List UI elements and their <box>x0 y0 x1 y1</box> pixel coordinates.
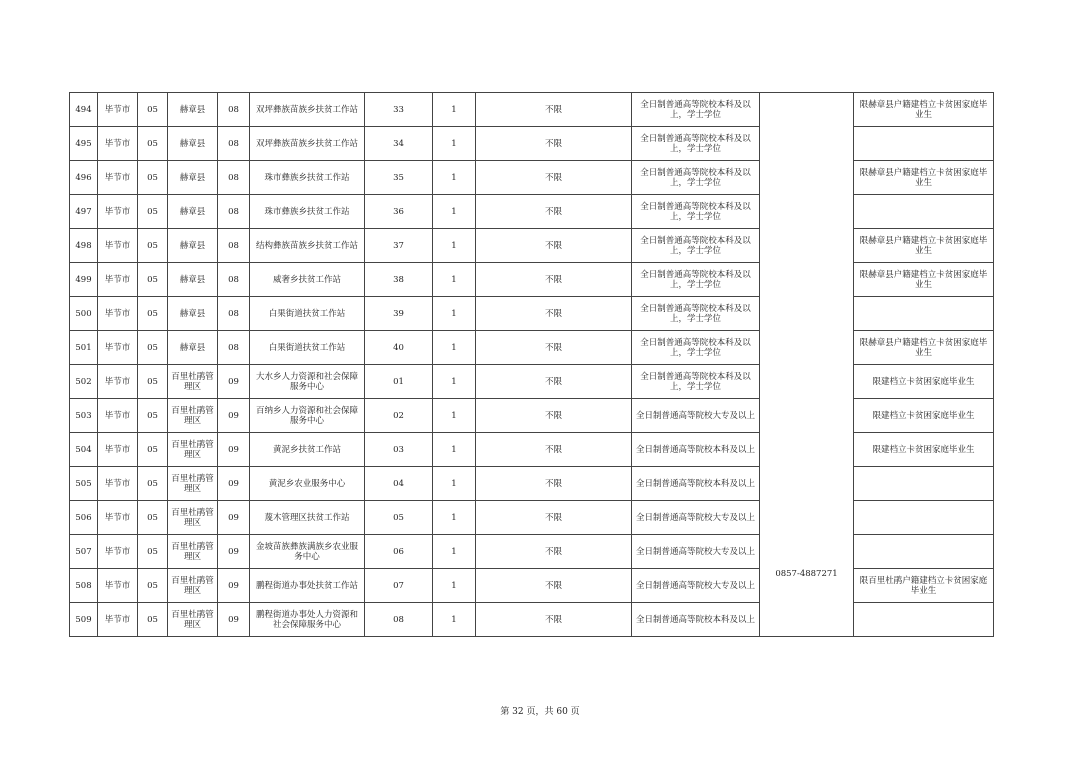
table-row <box>70 603 994 637</box>
post-code-cell: 39 <box>365 297 433 331</box>
major-cell: 不限 <box>476 263 632 297</box>
contact-cell <box>760 501 854 535</box>
unit-cell: 双坪彝族苗族乡扶贫工作站 <box>250 93 365 127</box>
county-code-cell: 08 <box>218 93 250 127</box>
note-cell <box>854 535 994 569</box>
row-number: 497 <box>70 195 98 229</box>
county-code-cell: 09 <box>218 399 250 433</box>
education-cell: 全日制普通高等院校本科及以上，学士学位 <box>632 365 760 399</box>
education-cell: 全日制普通高等院校本科及以上，学士学位 <box>632 161 760 195</box>
table-row <box>70 229 994 263</box>
table-row <box>70 331 994 365</box>
city-cell: 毕节市 <box>98 365 138 399</box>
city-code-cell: 05 <box>138 127 168 161</box>
major-cell: 不限 <box>476 297 632 331</box>
row-number: 503 <box>70 399 98 433</box>
major-cell: 不限 <box>476 569 632 603</box>
count-cell: 1 <box>433 161 476 195</box>
unit-cell: 鹏程街道办事处人力资源和社会保障服务中心 <box>250 603 365 637</box>
major-cell: 不限 <box>476 433 632 467</box>
contact-cell <box>760 297 854 331</box>
city-code-cell: 05 <box>138 229 168 263</box>
county-cell: 百里杜鹃管理区 <box>168 603 218 637</box>
county-cell: 百里杜鹃管理区 <box>168 501 218 535</box>
city-code-cell: 05 <box>138 297 168 331</box>
count-cell: 1 <box>433 195 476 229</box>
education-cell: 全日制普通高等院校大专及以上 <box>632 535 760 569</box>
city-code-cell: 05 <box>138 535 168 569</box>
city-cell: 毕节市 <box>98 127 138 161</box>
city-code-cell: 05 <box>138 93 168 127</box>
note-cell: 限赫章县户籍建档立卡贫困家庭毕业生 <box>854 229 994 263</box>
table-row <box>70 195 994 229</box>
major-cell: 不限 <box>476 93 632 127</box>
row-number: 508 <box>70 569 98 603</box>
note-cell: 限建档立卡贫困家庭毕业生 <box>854 365 994 399</box>
major-cell: 不限 <box>476 229 632 263</box>
row-number: 495 <box>70 127 98 161</box>
unit-cell: 珠市彝族乡扶贫工作站 <box>250 161 365 195</box>
table-row <box>70 297 994 331</box>
row-number: 502 <box>70 365 98 399</box>
county-cell: 百里杜鹃管理区 <box>168 433 218 467</box>
note-cell <box>854 501 994 535</box>
major-cell: 不限 <box>476 127 632 161</box>
city-code-cell: 05 <box>138 365 168 399</box>
post-code-cell: 07 <box>365 569 433 603</box>
city-code-cell: 05 <box>138 501 168 535</box>
city-cell: 毕节市 <box>98 161 138 195</box>
note-cell: 限赫章县户籍建档立卡贫困家庭毕业生 <box>854 331 994 365</box>
county-cell: 百里杜鹃管理区 <box>168 365 218 399</box>
city-cell: 毕节市 <box>98 297 138 331</box>
contact-cell <box>760 195 854 229</box>
unit-cell: 威奢乡扶贫工作站 <box>250 263 365 297</box>
contact-cell <box>760 93 854 127</box>
note-cell: 限赫章县户籍建档立卡贫困家庭毕业生 <box>854 93 994 127</box>
county-cell: 百里杜鹃管理区 <box>168 569 218 603</box>
county-code-cell: 09 <box>218 603 250 637</box>
count-cell: 1 <box>433 93 476 127</box>
contact-cell <box>760 229 854 263</box>
contact-cell <box>760 365 854 399</box>
major-cell: 不限 <box>476 603 632 637</box>
education-cell: 全日制普通高等院校大专及以上 <box>632 399 760 433</box>
table-row <box>70 433 994 467</box>
post-code-cell: 34 <box>365 127 433 161</box>
post-code-cell: 08 <box>365 603 433 637</box>
county-code-cell: 09 <box>218 467 250 501</box>
contact-cell <box>760 263 854 297</box>
count-cell: 1 <box>433 127 476 161</box>
city-cell: 毕节市 <box>98 331 138 365</box>
contact-cell: 0857-4887271 <box>760 569 854 603</box>
unit-cell: 黄泥乡扶贫工作站 <box>250 433 365 467</box>
major-cell: 不限 <box>476 399 632 433</box>
contact-cell <box>760 467 854 501</box>
note-cell <box>854 127 994 161</box>
table-row <box>70 365 994 399</box>
county-cell: 百里杜鹃管理区 <box>168 535 218 569</box>
education-cell: 全日制普通高等院校本科及以上，学士学位 <box>632 263 760 297</box>
city-cell: 毕节市 <box>98 467 138 501</box>
count-cell: 1 <box>433 569 476 603</box>
city-cell: 毕节市 <box>98 399 138 433</box>
major-cell: 不限 <box>476 331 632 365</box>
county-code-cell: 09 <box>218 433 250 467</box>
county-cell: 百里杜鹃管理区 <box>168 399 218 433</box>
post-code-cell: 06 <box>365 535 433 569</box>
city-cell: 毕节市 <box>98 229 138 263</box>
county-cell: 赫章县 <box>168 331 218 365</box>
note-cell <box>854 297 994 331</box>
recruitment-table <box>69 92 994 637</box>
city-cell: 毕节市 <box>98 195 138 229</box>
major-cell: 不限 <box>476 501 632 535</box>
city-cell: 毕节市 <box>98 263 138 297</box>
city-code-cell: 05 <box>138 569 168 603</box>
page-footer: 第 32 页，共 60 页 <box>500 707 580 717</box>
row-number: 496 <box>70 161 98 195</box>
unit-cell: 黄泥乡农业服务中心 <box>250 467 365 501</box>
post-code-cell: 35 <box>365 161 433 195</box>
post-code-cell: 01 <box>365 365 433 399</box>
education-cell: 全日制普通高等院校大专及以上 <box>632 501 760 535</box>
city-code-cell: 05 <box>138 161 168 195</box>
unit-cell: 白果街道扶贫工作站 <box>250 331 365 365</box>
unit-cell: 百纳乡人力资源和社会保障服务中心 <box>250 399 365 433</box>
count-cell: 1 <box>433 297 476 331</box>
city-code-cell: 05 <box>138 263 168 297</box>
county-cell: 赫章县 <box>168 263 218 297</box>
count-cell: 1 <box>433 229 476 263</box>
county-code-cell: 08 <box>218 161 250 195</box>
major-cell: 不限 <box>476 535 632 569</box>
note-cell <box>854 195 994 229</box>
education-cell: 全日制普通高等院校本科及以上，学士学位 <box>632 127 760 161</box>
note-cell <box>854 603 994 637</box>
count-cell: 1 <box>433 365 476 399</box>
note-cell: 限赫章县户籍建档立卡贫困家庭毕业生 <box>854 161 994 195</box>
row-number: 507 <box>70 535 98 569</box>
city-cell: 毕节市 <box>98 569 138 603</box>
education-cell: 全日制普通高等院校本科及以上 <box>632 467 760 501</box>
count-cell: 1 <box>433 433 476 467</box>
table-row <box>70 501 994 535</box>
county-cell: 赫章县 <box>168 161 218 195</box>
post-code-cell: 03 <box>365 433 433 467</box>
contact-cell <box>760 127 854 161</box>
unit-cell: 蔑木管理区扶贫工作站 <box>250 501 365 535</box>
row-number: 500 <box>70 297 98 331</box>
county-code-cell: 08 <box>218 263 250 297</box>
row-number: 505 <box>70 467 98 501</box>
county-cell: 赫章县 <box>168 195 218 229</box>
contact-cell <box>760 331 854 365</box>
row-number: 501 <box>70 331 98 365</box>
education-cell: 全日制普通高等院校大专及以上 <box>632 569 760 603</box>
row-number: 499 <box>70 263 98 297</box>
contact-cell <box>760 433 854 467</box>
count-cell: 1 <box>433 501 476 535</box>
city-code-cell: 05 <box>138 331 168 365</box>
city-cell: 毕节市 <box>98 433 138 467</box>
education-cell: 全日制普通高等院校本科及以上，学士学位 <box>632 195 760 229</box>
major-cell: 不限 <box>476 195 632 229</box>
major-cell: 不限 <box>476 365 632 399</box>
table-body <box>70 93 994 637</box>
city-cell: 毕节市 <box>98 501 138 535</box>
city-cell: 毕节市 <box>98 93 138 127</box>
education-cell: 全日制普通高等院校本科及以上，学士学位 <box>632 229 760 263</box>
county-code-cell: 08 <box>218 195 250 229</box>
city-code-cell: 05 <box>138 399 168 433</box>
county-cell: 赫章县 <box>168 297 218 331</box>
contact-cell <box>760 535 854 569</box>
note-cell: 限赫章县户籍建档立卡贫困家庭毕业生 <box>854 263 994 297</box>
post-code-cell: 38 <box>365 263 433 297</box>
education-cell: 全日制普通高等院校本科及以上，学士学位 <box>632 93 760 127</box>
post-code-cell: 05 <box>365 501 433 535</box>
table-row <box>70 569 994 603</box>
contact-cell <box>760 399 854 433</box>
county-code-cell: 08 <box>218 229 250 263</box>
row-number: 494 <box>70 93 98 127</box>
county-code-cell: 09 <box>218 569 250 603</box>
major-cell: 不限 <box>476 467 632 501</box>
count-cell: 1 <box>433 331 476 365</box>
note-cell: 限百里杜鹃户籍建档立卡贫困家庭毕业生 <box>854 569 994 603</box>
city-cell: 毕节市 <box>98 535 138 569</box>
table-row <box>70 263 994 297</box>
row-number: 509 <box>70 603 98 637</box>
contact-cell <box>760 603 854 637</box>
county-cell: 赫章县 <box>168 229 218 263</box>
count-cell: 1 <box>433 263 476 297</box>
table-row <box>70 93 994 127</box>
unit-cell: 双坪彝族苗族乡扶贫工作站 <box>250 127 365 161</box>
row-number: 506 <box>70 501 98 535</box>
note-cell: 限建档立卡贫困家庭毕业生 <box>854 433 994 467</box>
row-number: 504 <box>70 433 98 467</box>
unit-cell: 珠市彝族乡扶贫工作站 <box>250 195 365 229</box>
count-cell: 1 <box>433 399 476 433</box>
county-cell: 百里杜鹃管理区 <box>168 467 218 501</box>
unit-cell: 金坡苗族彝族满族乡农业服务中心 <box>250 535 365 569</box>
education-cell: 全日制普通高等院校本科及以上，学士学位 <box>632 331 760 365</box>
city-code-cell: 05 <box>138 433 168 467</box>
county-cell: 赫章县 <box>168 127 218 161</box>
table-row <box>70 399 994 433</box>
city-code-cell: 05 <box>138 603 168 637</box>
row-number: 498 <box>70 229 98 263</box>
county-cell: 赫章县 <box>168 93 218 127</box>
table-row <box>70 127 994 161</box>
education-cell: 全日制普通高等院校本科及以上 <box>632 433 760 467</box>
county-code-cell: 08 <box>218 297 250 331</box>
city-code-cell: 05 <box>138 195 168 229</box>
major-cell: 不限 <box>476 161 632 195</box>
post-code-cell: 36 <box>365 195 433 229</box>
contact-cell <box>760 161 854 195</box>
county-code-cell: 09 <box>218 501 250 535</box>
city-cell: 毕节市 <box>98 603 138 637</box>
post-code-cell: 02 <box>365 399 433 433</box>
education-cell: 全日制普通高等院校本科及以上，学士学位 <box>632 297 760 331</box>
county-code-cell: 08 <box>218 127 250 161</box>
count-cell: 1 <box>433 467 476 501</box>
note-cell: 限建档立卡贫困家庭毕业生 <box>854 399 994 433</box>
city-code-cell: 05 <box>138 467 168 501</box>
table-row <box>70 467 994 501</box>
unit-cell: 结构彝族苗族乡扶贫工作站 <box>250 229 365 263</box>
education-cell: 全日制普通高等院校本科及以上 <box>632 603 760 637</box>
unit-cell: 白果街道扶贫工作站 <box>250 297 365 331</box>
table-row <box>70 161 994 195</box>
post-code-cell: 04 <box>365 467 433 501</box>
unit-cell: 鹏程街道办事处扶贫工作站 <box>250 569 365 603</box>
unit-cell: 大水乡人力资源和社会保障服务中心 <box>250 365 365 399</box>
post-code-cell: 37 <box>365 229 433 263</box>
table-row <box>70 535 994 569</box>
note-cell <box>854 467 994 501</box>
count-cell: 1 <box>433 603 476 637</box>
post-code-cell: 40 <box>365 331 433 365</box>
post-code-cell: 33 <box>365 93 433 127</box>
county-code-cell: 09 <box>218 365 250 399</box>
county-code-cell: 09 <box>218 535 250 569</box>
count-cell: 1 <box>433 535 476 569</box>
county-code-cell: 08 <box>218 331 250 365</box>
